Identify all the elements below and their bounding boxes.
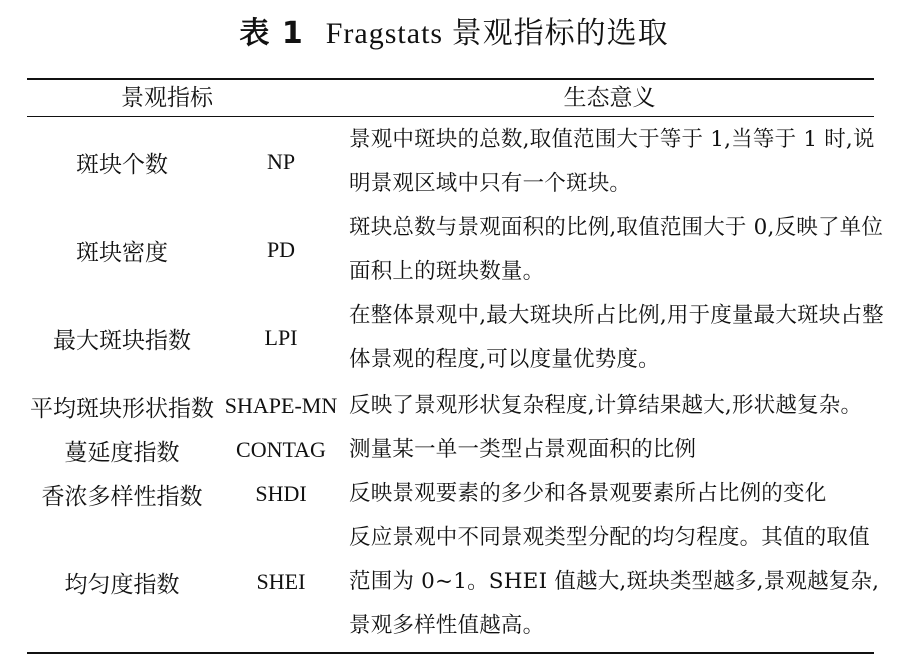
table-number: 表 1 bbox=[239, 16, 304, 51]
table-row bbox=[27, 294, 884, 382]
indicator-meaning: 反映景观要素的多少和各景观要素所占比例的变化 bbox=[349, 481, 827, 506]
indicator-meaning: 反映了景观形状复杂程度,计算结果越大,形状越复杂。 bbox=[349, 393, 863, 418]
indicator-abbr: SHDI bbox=[255, 481, 307, 506]
indicator-meaning: 反应景观中不同景观类型分配的均匀程度。其值的取值范围为 0~1。SHEI 值越大,斑块类型越多,景观越复杂,景观多样性值越高。 bbox=[349, 525, 880, 638]
table-caption: Fragstats 景观指标的选取 bbox=[325, 17, 669, 50]
table-row bbox=[27, 118, 874, 206]
indicator-abbr: LPI bbox=[264, 325, 298, 350]
table-row bbox=[27, 428, 874, 472]
indicator-name: 最大斑块指数 bbox=[53, 327, 191, 354]
indicator-name: 均匀度指数 bbox=[64, 571, 180, 598]
indicator-meaning: 测量某一单一类型占景观面积的比例 bbox=[349, 437, 697, 462]
table-row bbox=[27, 472, 874, 516]
indicator-abbr: NP bbox=[266, 149, 296, 174]
indicator-name: 斑块密度 bbox=[76, 239, 168, 266]
header-meaning: 生态意义 bbox=[563, 85, 656, 111]
table-row bbox=[27, 516, 880, 648]
indicator-meaning: 斑块总数与景观面积的比例,取值范围大于 0,反映了单位面积上的斑块数量。 bbox=[349, 215, 884, 284]
indicator-abbr: SHAPE-MN bbox=[224, 393, 338, 418]
indicator-abbr: PD bbox=[266, 237, 296, 262]
indicator-abbr: SHEI bbox=[256, 569, 306, 594]
indicator-name: 蔓延度指数 bbox=[64, 439, 180, 466]
bottom-rule bbox=[27, 652, 874, 654]
table-row bbox=[27, 384, 874, 428]
table-title bbox=[0, 8, 900, 52]
indicator-name: 平均斑块形状指数 bbox=[30, 395, 214, 422]
indicator-abbr: CONTAG bbox=[236, 437, 326, 462]
header-rule bbox=[27, 116, 874, 117]
table-row bbox=[27, 206, 884, 294]
indicator-name: 斑块个数 bbox=[76, 151, 168, 178]
header-indicator: 景观指标 bbox=[121, 85, 213, 111]
indicator-meaning: 在整体景观中,最大斑块所占比例,用于度量最大斑块占整体景观的程度,可以度量优势度。 bbox=[349, 303, 884, 372]
indicator-name: 香浓多样性指数 bbox=[41, 483, 203, 510]
indicator-meaning: 景观中斑块的总数,取值范围大于等于 1,当等于 1 时,说明景观区域中只有一个斑块。 bbox=[349, 127, 875, 196]
